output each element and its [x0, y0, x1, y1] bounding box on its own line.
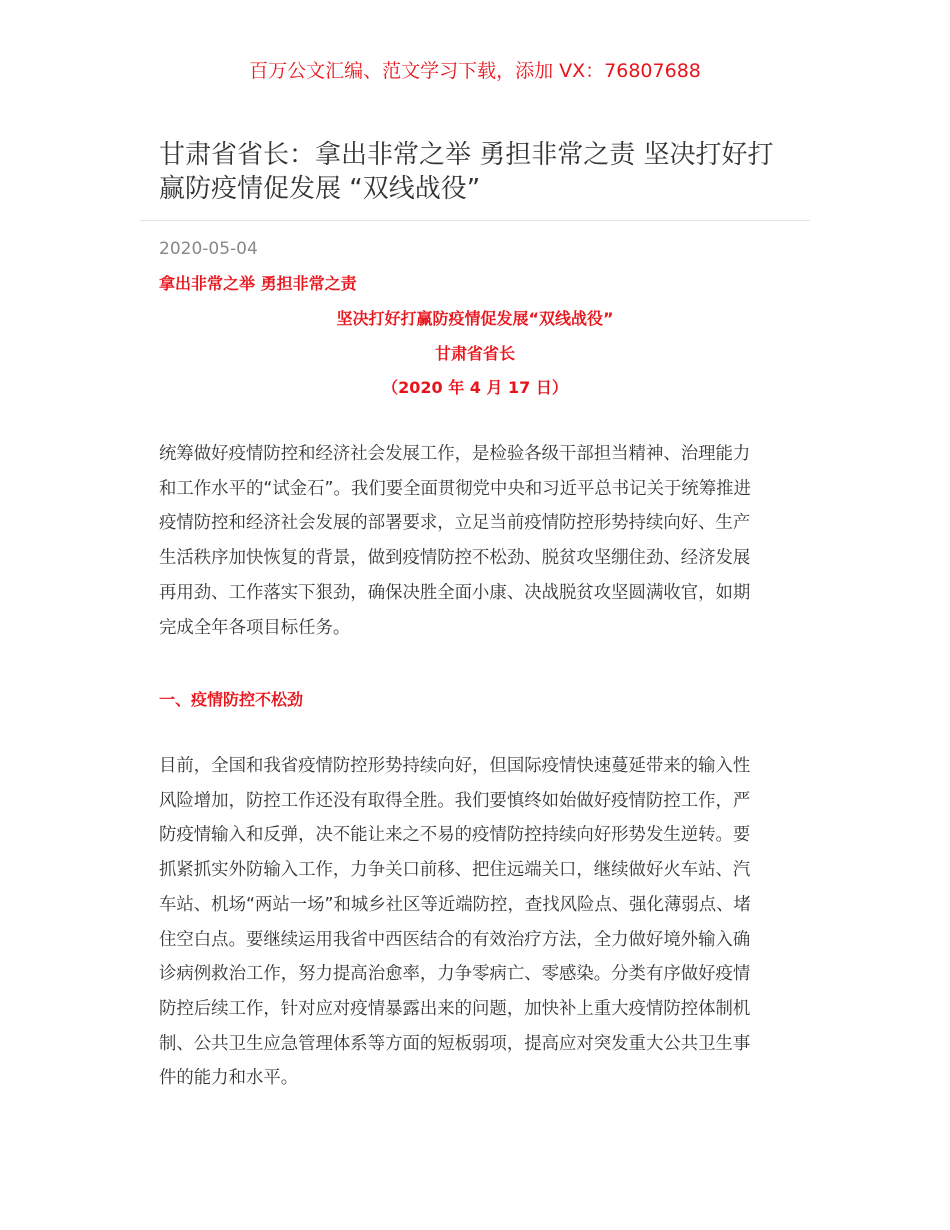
article-title: [159, 138, 799, 206]
text-line: 疫情防控和经济社会发展的部署要求，立足当前疫情防控形势持续向好、生产: [159, 513, 751, 534]
text-line: 再用劲、工作落实下狠劲，确保决胜全面小康、决战脱贫攻坚圆满收官，如期: [159, 582, 751, 603]
text-line: 住空白点。要继续运用我省中西医结合的有效治疗方法，全力做好境外输入确: [159, 929, 751, 950]
text-line: 防疫情输入和反弹，决不能让来之不易的疫情防控持续向好形势发生逆转。要: [159, 825, 751, 846]
text-line: 生活秩序加快恢复的背景，做到疫情防控不松劲、脱贫攻坚绷住劲、经济发展: [159, 548, 751, 569]
text-line: 诊病例救治工作，努力提高治愈率，力争零病亡、零感染。分类有序做好疫情: [159, 964, 751, 985]
author: 甘肃省省长: [434, 344, 515, 363]
text-line: 车站、机场“两站一场”和城乡社区等近端防控，查找风险点、强化薄弱点、堵: [159, 894, 751, 915]
text-line: 制、公共卫生应急管理体系等方面的短板弱项，提高应对突发重大公共卫生事: [159, 1033, 751, 1054]
section-heading: 一、疫情防控不松劲: [159, 690, 304, 709]
text-line: 风险增加，防控工作还没有取得全胜。我们要慎终如始做好疫情防控工作，严: [159, 790, 751, 811]
title-line: 甘肃省省长：拿出非常之举 勇担非常之责 坚决打好打: [159, 140, 774, 170]
text-line: 防控后续工作，针对应对疫情暴露出来的问题，加快补上重大疫情防控体制机: [159, 998, 751, 1019]
text-line: 完成全年各项目标任务。: [159, 617, 351, 638]
paragraph-2: [159, 749, 799, 1096]
title-divider: [140, 220, 810, 221]
download-banner: 百万公文汇编、范文学习下载，添加 VX：76807688: [249, 60, 701, 82]
speech-date: （2020 年 4 月 17 日）: [382, 378, 568, 397]
text-line: 和工作水平的“试金石”。我们要全面贯彻党中央和习近平总书记关于统筹推进: [159, 478, 751, 499]
title-line: 赢防疫情促发展 “双线战役”: [159, 174, 481, 204]
publish-date: 2020-05-04: [159, 239, 258, 259]
headline: 坚决打好打赢防疫情促发展“双线战役”: [336, 309, 614, 328]
text-line: 统筹做好疫情防控和经济社会发展工作，是检验各级干部担当精神、治理能力: [159, 444, 751, 464]
text-line: 件的能力和水平。: [159, 1068, 299, 1089]
subheading: 拿出非常之举 勇担非常之责: [159, 274, 357, 293]
text-line: 目前，全国和我省疫情防控形势持续向好，但国际疫情快速蔓延带来的输入性: [159, 756, 751, 776]
text-line: 抓紧抓实外防输入工作，力争关口前移、把住远端关口，继续做好火车站、汽: [159, 860, 751, 881]
paragraph-1: [159, 437, 799, 645]
